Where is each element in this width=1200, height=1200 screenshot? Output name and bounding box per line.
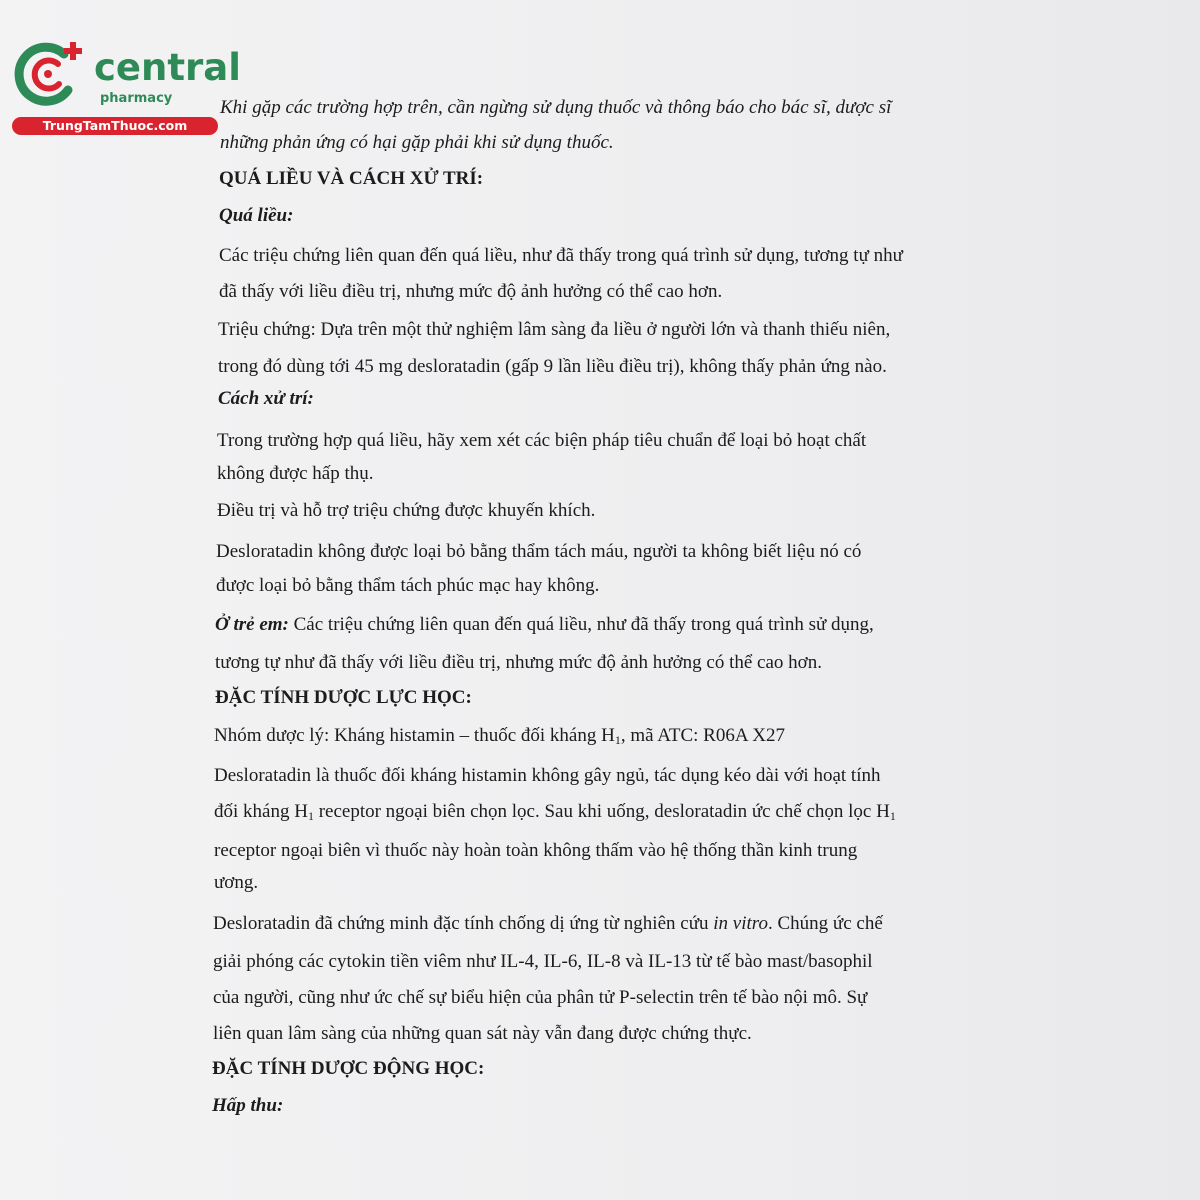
group-text-b: , mã ATC: R06A X27 (620, 725, 785, 746)
group-subscript: 1 (614, 733, 621, 747)
intro-line-2: những phản ứng có hại gặp phải khi sử dụng thuốc. (220, 132, 614, 153)
pd-p1-l2-b: receptor ngoại biên chọn lọc. Sau khi uống, desloratadin ức chế chọn lọc H (313, 801, 890, 822)
intro-line-1: Khi gặp các trường hợp trên, cần ngừng sử dụng thuốc và thông báo cho bác sĩ, dược sĩ (220, 97, 892, 118)
logo-c-plus-icon (12, 38, 92, 110)
pd-p2-line-3: của người, cũng như ức chế sự biểu hiện của phân tử P-selectin trên tế bào nội mô. Sự (213, 987, 868, 1008)
pd-p2-line-2: giải phóng các cytokin tiền viêm như IL-4, IL-6, IL-8 và IL-13 từ tế bào mast/basophil (213, 951, 873, 972)
overdose-p2-line-1: Triệu chứng: Dựa trên một thử nghiệm lâm sàng đa liều ở người lớn và thanh thiếu niên, (218, 319, 891, 340)
children-text-1: Các triệu chứng liên quan đến quá liều, như đã thấy trong quá trình sử dụng, (288, 614, 874, 635)
pd-p2-l1-a: Desloratadin đã chứng minh đặc tính chống dị ứng từ nghiên cứu (213, 913, 714, 934)
children-line-2: tương tự như đã thấy với liều điều trị, nhưng mức độ ảnh hưởng có thể cao hơn. (215, 652, 822, 673)
overdose-p2-line-2: trong đó dùng tới 45 mg desloratadin (gấp 9 lần liều điều trị), không thấy phản ứng nào. (218, 356, 887, 377)
pd-p2-l1-b: . Chúng ức chế (767, 913, 883, 934)
management-p5-line-2: được loại bỏ bằng thẩm tách phúc mạc hay không. (216, 575, 600, 596)
section-heading-overdose: QUÁ LIỀU VÀ CÁCH XỬ TRÍ: (219, 168, 484, 189)
pd-p1-line-2 (214, 799, 896, 825)
subheading-overdose: Quá liều: (219, 205, 294, 226)
management-p3-line-1 (217, 428, 989, 454)
section-heading-pharmacokinetics: ĐẶC TÍNH DƯỢC ĐỘNG HỌC: (212, 1058, 485, 1079)
group-text-a: Nhóm dược lý: Kháng histamin – thuốc đối kháng H (214, 725, 615, 746)
pd-p1-line-4: ương. (214, 872, 259, 893)
management-p3-text: Trong trường hợp quá liều, hãy xem xét các biện pháp tiêu chuẩn để loại bỏ hoạt chất (217, 430, 867, 451)
pharmacologic-group (214, 723, 785, 749)
pharmacy-logo[interactable] (8, 38, 241, 138)
subheading-management: Cách xử trí: (218, 388, 314, 409)
pd-p1-line-1: Desloratadin là thuốc đối kháng histamin không gây ngủ, tác dụng kéo dài với hoạt tính (214, 765, 881, 786)
pd-p2-line-1 (213, 911, 883, 937)
section-heading-pharmacodynamics: ĐẶC TÍNH DƯỢC LỰC HỌC: (215, 687, 472, 708)
pd-p1-l2-sub: 1 (307, 809, 314, 823)
overdose-p1-line-2: đã thấy với liều điều trị, nhưng mức độ ảnh hưởng có thể cao hơn. (219, 281, 723, 302)
overdose-p1-line-1: Các triệu chứng liên quan đến quá liều, như đã thấy trong quá trình sử dụng, tương tự như (219, 245, 903, 266)
pd-p2-l1-italic: in vitro (713, 913, 768, 934)
brand-subtitle: pharmacy (100, 91, 173, 106)
management-p5-line-1: Desloratadin không được loại bỏ bằng thẩm tách máu, người ta không biết liệu nó có (216, 541, 862, 562)
brand-url[interactable]: TrungTamThuoc.com (12, 117, 218, 135)
pd-p1-l2-sub2: 1 (889, 809, 896, 823)
children-line-1 (215, 612, 874, 638)
pd-p1-l2-a: đối kháng H (214, 801, 308, 822)
management-p3-line-2: không được hấp thụ. (217, 463, 374, 484)
pd-p1-line-3: receptor ngoại biên vì thuốc này hoàn toàn không thấm vào hệ thống thần kinh trung (214, 840, 858, 861)
management-p4: Điều trị và hỗ trợ triệu chứng được khuyến khích. (217, 500, 596, 521)
children-label: Ở trẻ em: (215, 614, 289, 635)
pd-p2-line-4: liên quan lâm sàng của những quan sát này vẫn đang được chứng thực. (213, 1023, 752, 1044)
subheading-absorption: Hấp thu: (212, 1095, 284, 1116)
brand-name: central (94, 46, 241, 89)
